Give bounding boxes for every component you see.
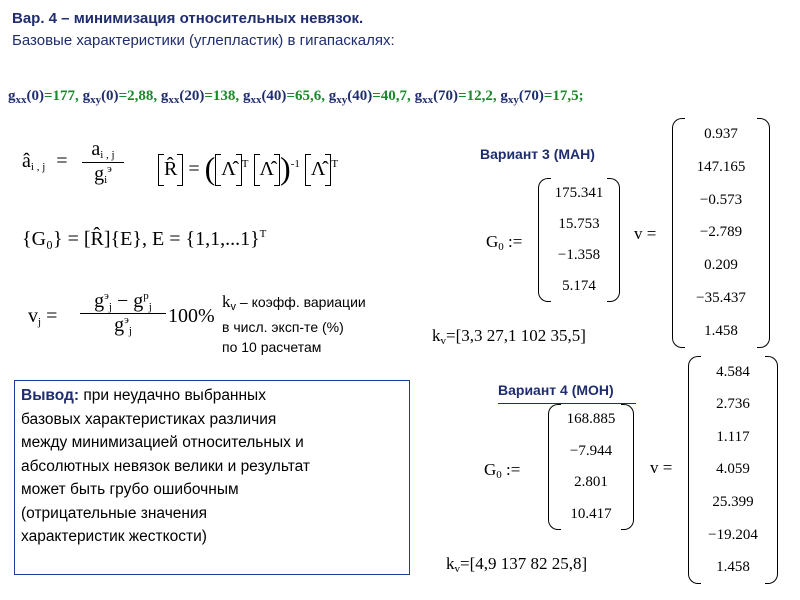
variant3-g0-matrix: 175.341 15.753 −1.358 5.174	[538, 178, 620, 302]
variant3-heading: Вариант 3 (МАН)	[480, 146, 595, 162]
kv-note: $k_v$ – коэфф. вариации в числ. эксп-те (%) по 10 расчетам	[222, 292, 366, 355]
formula-v-tail: 100%	[168, 305, 215, 327]
formula-a-hat: $â_{i , j}$ =	[22, 150, 68, 173]
formula-v-lhs: $v_j$ =	[28, 305, 58, 328]
formula-r-hat: R̂ = ( Λ̂ $^T$ Λ̂ )$^{-1}$ Λ̂ $^T$	[158, 150, 338, 187]
base-value-1: $g_{xy}(0)=2,88$,	[82, 88, 161, 106]
base-value-2: $g_{xx}(20)=138$,	[160, 88, 243, 106]
variant4-heading: Вариант 4 (МОН)	[498, 382, 614, 398]
variant3-g0-label: $G_0$ :=	[486, 232, 523, 253]
variant4-g0-matrix: 168.885 −7.944 2.801 10.417	[548, 404, 634, 530]
slide-subtitle: Базовые характеристики (углепластик) в гигапаскалях:	[12, 32, 395, 49]
variant4-g0-label: $G_0$ :=	[484, 460, 521, 481]
variant4-v-label: v =	[650, 458, 673, 477]
variant3-v-matrix: 0.937 147.165 −0.573 −2.789 0.209 −35.437 1.458	[672, 118, 770, 348]
base-value-5: $g_{xx}(70)=12,2$,	[414, 88, 501, 106]
formula-g0: {G₀} = [R̂]{E}, $E = \{1,1,...1\}^T$	[22, 228, 267, 250]
conclusion-box: Вывод: при неудачно выбранных базовых характеристиках различия между минимизацией относительных и абсолютных невязок велики и результат может быть грубо ошибочным (отрицательные значения характеристик жесткости)	[14, 380, 410, 575]
base-value-4: $g_{xy}(40)=40,7$,	[328, 88, 415, 106]
base-value-3: $g_{xx}(40)=65,6$,	[242, 88, 329, 106]
slide-title: Вар. 4 – минимизация относительных невязок.	[12, 10, 364, 27]
conclusion-label: Вывод:	[21, 387, 80, 404]
variant3-kv: $k_v=[3,3$ 27,1 102 35,5]	[432, 326, 586, 347]
variant4-v-matrix: 4.584 2.736 1.117 4.059 25.399 −19.204 1.458	[688, 356, 778, 584]
base-values-line	[8, 88, 584, 106]
base-value-6: $g_{xy}(70)=17,5$;	[500, 88, 584, 106]
formula-a-fraction: $a_{i , j}$ $g_i^э$	[82, 138, 124, 186]
variant4-kv: $k_v=[4,9$ 137 82 25,8]	[446, 554, 588, 575]
variant3-v-label: v =	[634, 224, 657, 243]
base-value-0: $g_{xx}(0)=177$,	[8, 88, 83, 106]
formula-v-fraction: $g^э_j - g^p_j$ $g^э_j$	[80, 290, 166, 337]
